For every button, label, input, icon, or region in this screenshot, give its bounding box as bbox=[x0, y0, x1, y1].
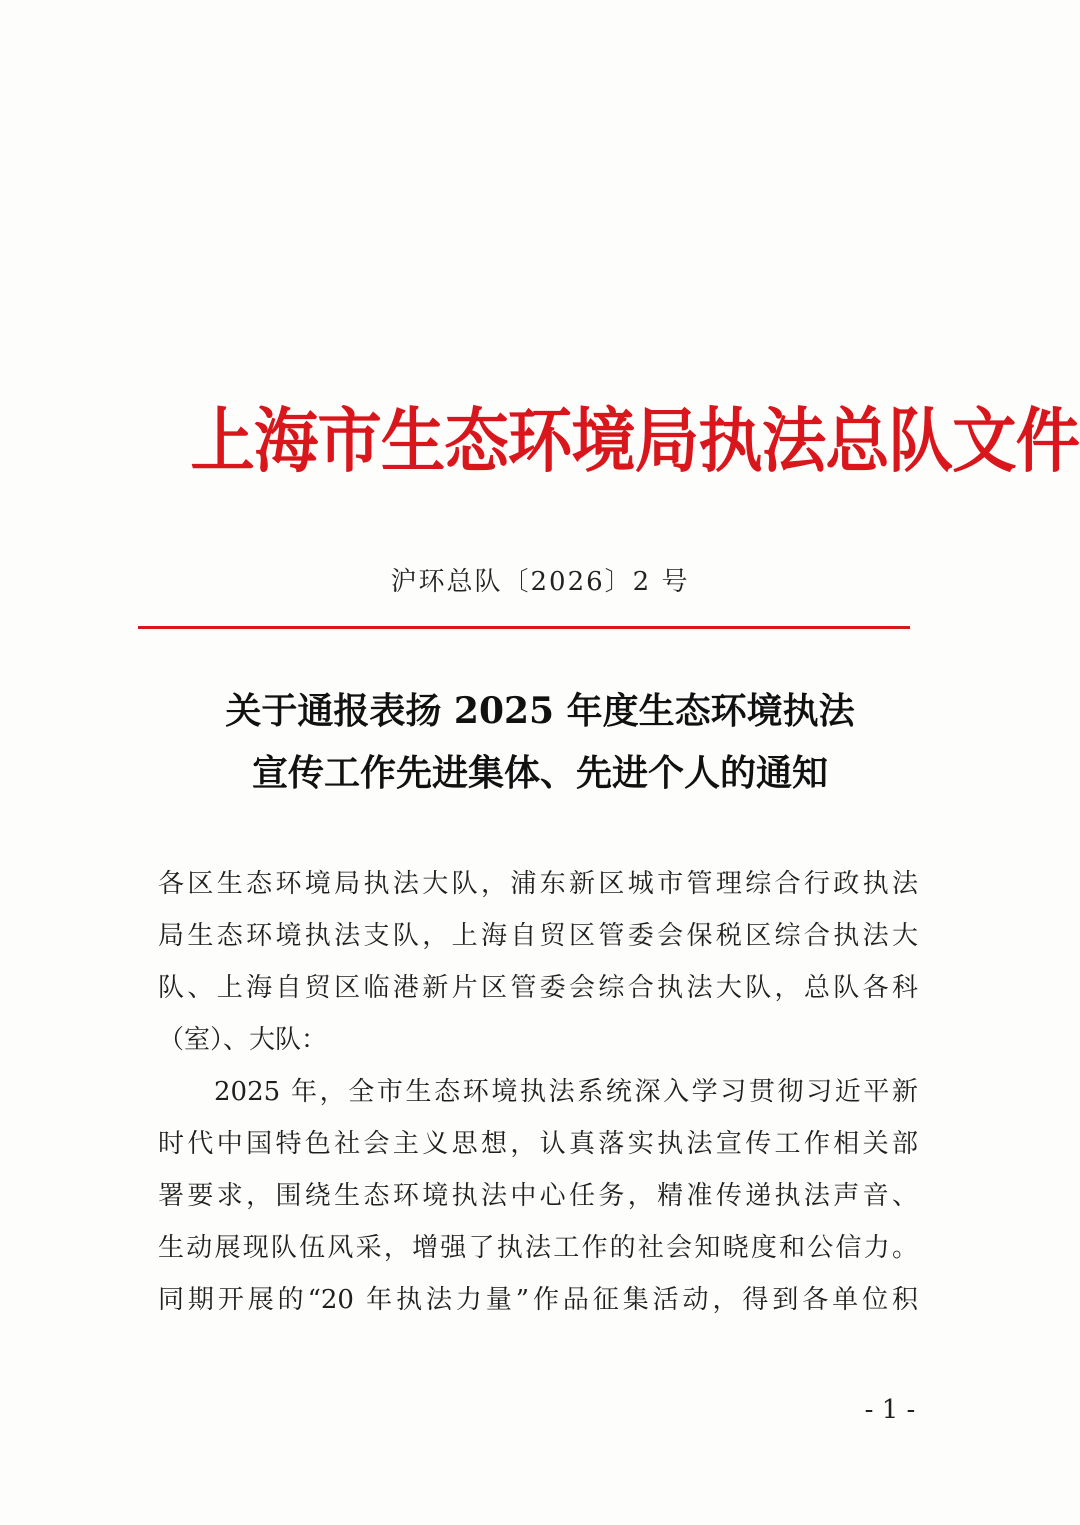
masthead-title: 上海市生态环境局执法总队文件 bbox=[190, 400, 1080, 482]
notice-title bbox=[140, 680, 940, 804]
recipients-line: （室）、大队： bbox=[158, 1025, 328, 1055]
paragraph-line: 生动展现队伍风采，增强了执法工作的社会知晓度和公信力。 bbox=[158, 1233, 918, 1263]
paragraph-line: 2025 年，全市生态环境执法系统深入学习贯彻习近平新 bbox=[214, 1077, 918, 1107]
recipients-line: 队、上海自贸区临港新片区管委会综合执法大队，总队各科 bbox=[158, 973, 918, 1003]
recipients-line: 局生态环境执法支队，上海自贸区管委会保税区综合执法大 bbox=[158, 921, 918, 951]
recipients-line: 各区生态环境局执法大队，浦东新区城市管理综合行政执法 bbox=[158, 869, 918, 899]
paragraph-line: 署要求，围绕生态环境执法中心任务，精准传递执法声音、 bbox=[158, 1181, 918, 1211]
notice-title-line-1: 关于通报表扬 2025 年度生态环境执法 bbox=[225, 690, 855, 732]
red-divider-rule bbox=[138, 626, 910, 629]
paragraph-line: 同期开展的“20 年执法力量”作品征集活动，得到各单位积 bbox=[158, 1285, 918, 1315]
document-body bbox=[158, 858, 918, 1326]
page-number: - 1 - bbox=[864, 1395, 916, 1425]
document-number: 沪环总队〔2026〕2 号 bbox=[390, 567, 690, 597]
notice-title-line-2: 宣传工作先进集体、先进个人的通知 bbox=[251, 752, 828, 794]
paragraph-line: 时代中国特色社会主义思想，认真落实执法宣传工作相关部 bbox=[158, 1129, 918, 1159]
